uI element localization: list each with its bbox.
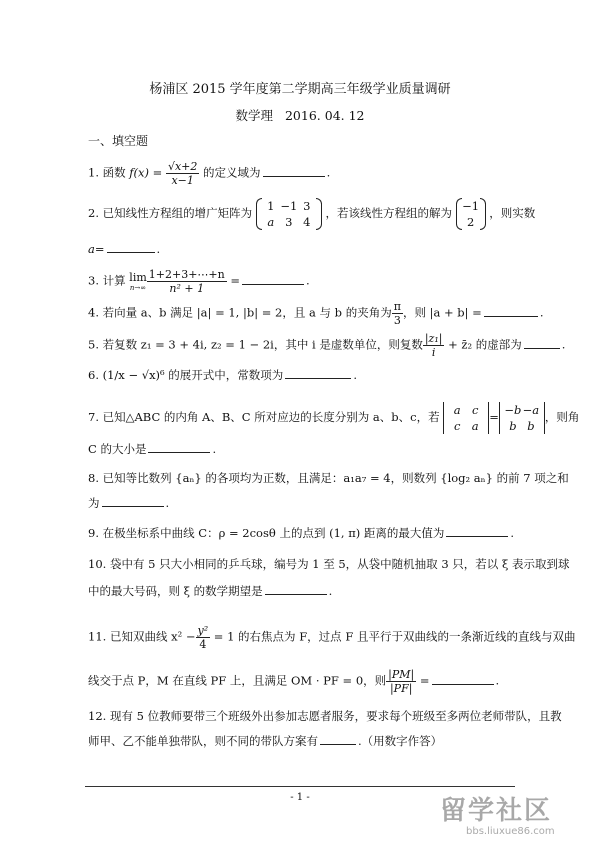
question-11-line2: 线交于点 P，M 在直线 PF 上，且满足 OM · PF = 0，则 $\frac{|PM|}{|PF|}$ = . [88, 668, 500, 695]
answer-blank[interactable] [263, 164, 325, 177]
question-7: 7. 已知△ABC 的内角 A、B、C 所对应边的长度分别为 a、b、c，若 a c c a = −b−a b b ，则角 [88, 403, 580, 433]
question-8: 8. 已知等比数列 {aₙ} 的各项均为正数，且满足：a₁a₇ = 4，则数列 {log₂ aₙ} 的前 7 项之和 [88, 471, 569, 485]
question-2-line2: a= . [88, 242, 161, 256]
fraction: $\frac{\text{|z₁|}}{i}$ [424, 332, 443, 359]
question-8-line2: 为 . [88, 496, 170, 510]
answer-blank[interactable] [242, 272, 304, 285]
fraction: $\frac{\pi}{3}$ [393, 300, 401, 327]
fraction: $\frac{√x+2}{x-1}$ [167, 160, 198, 187]
limit: lim n→∞ [129, 271, 147, 292]
answer-blank[interactable] [148, 440, 210, 453]
answer-blank[interactable] [320, 732, 356, 745]
question-6: 6. (1/x − √x)⁶ 的展开式中，常数项为 . [88, 368, 357, 382]
question-10-line2: 中的最大号码，则 ξ 的数学期望是 . [88, 584, 333, 598]
page-subtitle [0, 106, 600, 124]
question-12: 12. 现有 5 位教师要带三个班级外出参加志愿者服务，要求每个班级至多两位老师带队，且教 [88, 709, 562, 723]
footer-divider [85, 786, 515, 787]
question-4: 4. 若向量 a、b 满足 |a| = 1, |b| = 2，且 a 与 b 的夹角为 $\frac{\pi}{3}$ ，则 |a + b| = . [88, 300, 544, 327]
answer-blank[interactable] [524, 336, 560, 349]
fraction: $\frac{|PM|}{|PF|}$ [388, 668, 415, 695]
answer-blank[interactable] [265, 582, 327, 595]
fraction: $\frac{1+2+3+\cdots+n}{\text{n² + 1}}$ [148, 268, 225, 295]
answer-blank[interactable] [484, 304, 538, 317]
question-11: 11. 已知双曲线 x² − $\frac{\text{y²}}{4}$ = 1 的右焦点为 F，过点 F 且平行于双曲线的一条渐近线的直线与双曲 [88, 624, 576, 651]
augmented-matrix: 1 −1 3 a 3 4 [256, 198, 322, 230]
answer-blank[interactable] [107, 240, 155, 253]
question-5: 5. 若复数 z₁ = 3 + 4i, z₂ = 1 − 2i，其中 i 是虚数单位，则复数 $\frac{\text{|z₁|}}{i}$ + z̄₂ 的虚部为 . [88, 332, 566, 359]
answer-blank[interactable] [432, 672, 494, 685]
question-2: 2. 已知线性方程组的增广矩阵为 1 −1 3 a 3 4 ，若该线性方程组的解为 −1 2 ，则实数 [88, 199, 536, 229]
watermark-logo: 留学社区 [440, 796, 553, 826]
section-heading: 一、填空题 [88, 134, 149, 148]
subject-label: 数学理 [235, 108, 273, 123]
page-number: - 1 - [290, 792, 310, 803]
answer-blank[interactable] [446, 524, 508, 537]
question-9: 9. 在极坐标系中曲线 C：ρ = 2cosθ 上的点到 (1, π) 距离的最大值为 . [88, 526, 515, 540]
page-title: 杨浦区 2015 学年度第二学期高三年级学业质量调研 [149, 82, 451, 97]
determinant-right: −b−a b b [499, 402, 545, 434]
question-12-line2: 师甲、乙不能单独带队，则不同的带队方案有 .（用数字作答） [88, 734, 443, 748]
answer-blank[interactable] [102, 494, 164, 507]
fraction: $\frac{\text{y²}}{4}$ [197, 624, 209, 651]
question-10: 10. 袋中有 5 只大小相同的乒乓球，编号为 1 至 5，从袋中随机抽取 3 只，若以 ξ 表示取到球 [88, 557, 570, 571]
watermark-url: bbs.liuxue86.com [466, 826, 555, 837]
determinant-left: a c c a [443, 402, 489, 434]
question-7-line2: C 的大小是 . [88, 442, 217, 456]
question-1: 1. 函数 f(x) = $\frac{√x+2}{x-1}$ 的定义域为 . [88, 160, 331, 187]
answer-blank[interactable] [285, 366, 351, 379]
solution-vector: −1 2 [456, 198, 486, 230]
exam-date: 2016. 04. 12 [284, 108, 365, 123]
question-3: 3. 计算 lim n→∞ $\frac{1+2+3+\cdots+n}{\text{n² + 1}}$ = . [88, 268, 310, 295]
